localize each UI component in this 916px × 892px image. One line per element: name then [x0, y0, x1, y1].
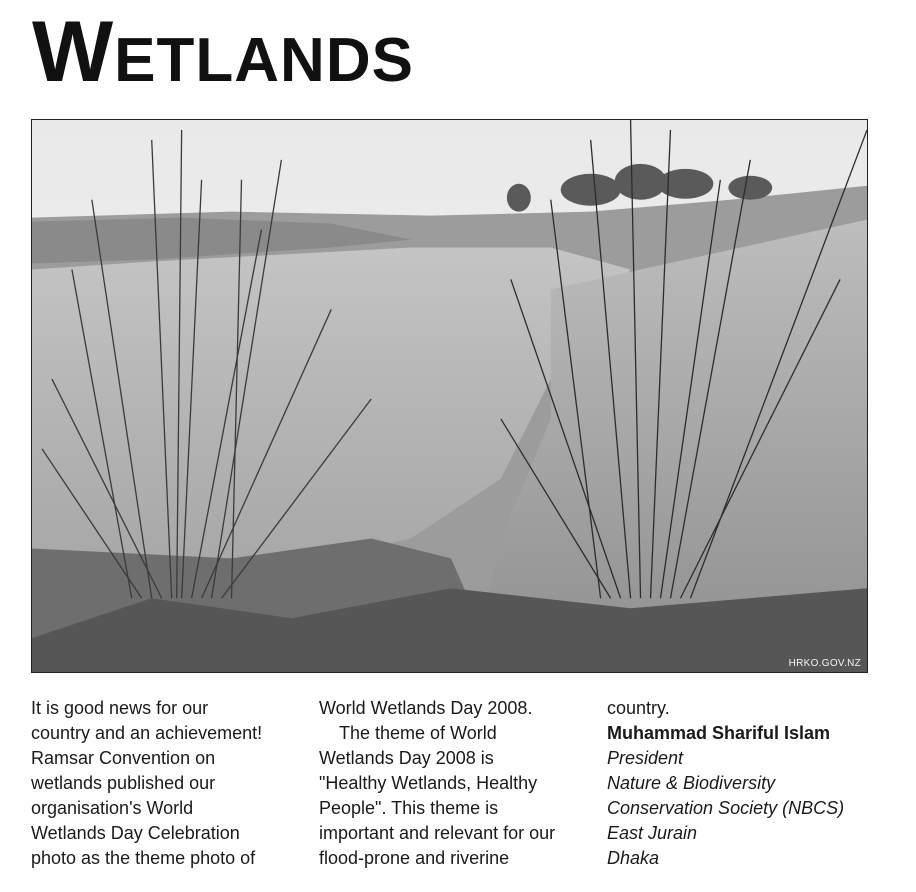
article-line: organisation's World	[31, 798, 194, 818]
wetland-photo-illustration	[32, 120, 867, 672]
photo-credit: HRKO.GOV.NZ	[788, 658, 861, 669]
article-line: The theme of World	[339, 723, 497, 743]
article-line: Wetlands Day Celebration	[31, 823, 240, 843]
article-line: It is good news for our	[31, 698, 209, 718]
article-column-2	[319, 696, 589, 871]
article-column-3	[607, 696, 897, 871]
signature-address: East Jurain	[607, 823, 698, 843]
letter-headline	[32, 4, 414, 105]
article-column-1	[31, 696, 301, 871]
article-line: Ramsar Convention on	[31, 748, 216, 768]
signature-title: President	[607, 748, 684, 768]
article-line: "Healthy Wetlands, Healthy	[319, 773, 538, 793]
article-line: World Wetlands Day 2008.	[319, 698, 533, 718]
article-line: photo as the theme photo of	[31, 848, 256, 868]
signature-organisation: Nature & Biodiversity	[607, 773, 776, 793]
article-line: country and an achievement!	[31, 723, 263, 743]
article-line: Wetlands Day 2008 is	[319, 748, 494, 768]
headline-rest: ETLANDS	[114, 26, 414, 95]
signature-organisation: Conservation Society (NBCS)	[607, 798, 845, 818]
article-line: country.	[607, 698, 670, 718]
wetland-photo	[31, 119, 868, 673]
signature-name: Muhammad Shariful Islam	[607, 723, 831, 743]
article-line: flood-prone and riverine	[319, 848, 510, 868]
signature-city: Dhaka	[607, 848, 660, 868]
article-line: important and relevant for our	[319, 823, 556, 843]
headline-initial: W	[32, 4, 115, 100]
article-line: wetlands published our	[31, 773, 216, 793]
article-line: People". This theme is	[319, 798, 499, 818]
